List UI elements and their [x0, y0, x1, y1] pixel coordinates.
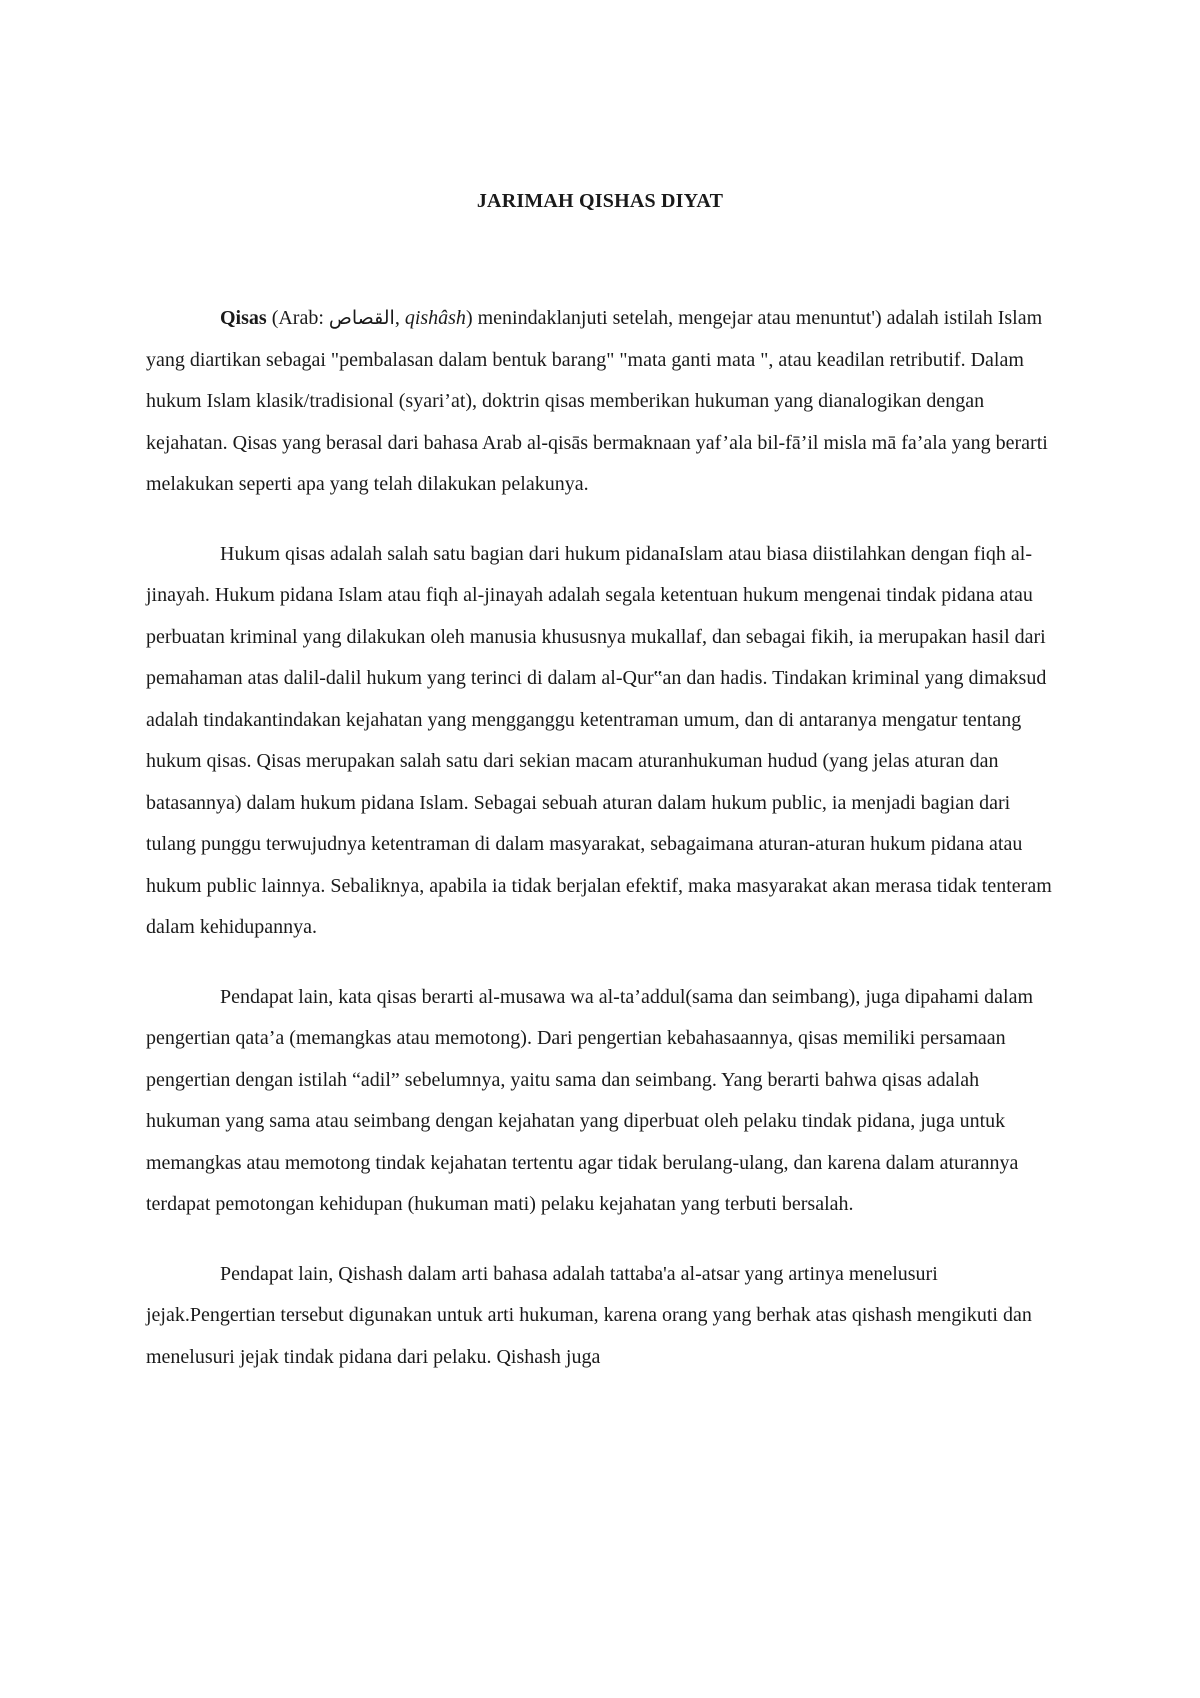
paragraph-2: Hukum qisas adalah salah satu bagian dari hukum pidanaIslam atau biasa diistilahkan dengan fiqh al-jinayah. Hukum pidana Islam atau fiqh al-jinayah adalah segala ketentuan hukum mengenai tindak pidana atau perbuatan kriminal yang dilakukan oleh manusia khususnya mukallaf, dan sebagai fikih, ia merupakan hasil dari pemahaman atas dalil-dalil hukum yang terinci di dalam al-Qur‟an dan hadis. Tindakan kriminal yang dimaksud adalah tindakantindakan kejahatan yang mengganggu ketentraman umum, dan di antaranya mengatur tentang hukum qisas. Qisas merupakan salah satu dari sekian macam aturanhukuman hudud (yang jelas aturan dan batasannya) dalam hukum pidana Islam. Sebagai sebuah aturan dalam hukum public, ia menjadi bagian dari tulang punggu terwujudnya ketentraman di dalam masyarakat, sebagaimana aturan-aturan hukum pidana atau hukum public lainnya. Sebaliknya, apabila ia tidak berjalan efektif, maka masyarakat akan merasa tidak tenteram dalam kehidupannya. [146, 542, 1052, 938]
arabic-term: القصاص [328, 307, 395, 329]
term-qisas: Qisas [220, 307, 267, 329]
document-body [146, 298, 1054, 1406]
document-title: JARIMAH QISHAS DIYAT [476, 190, 724, 212]
paragraph-1 [146, 298, 1054, 506]
paren-open-text: (Arab: [266, 307, 329, 329]
paragraph-4: Pendapat lain, Qishash dalam arti bahasa adalah tattaba'a al-atsar yang artinya menelusuri jejak.Pengertian tersebut digunakan untuk arti hukuman, karena orang yang berhak atas qishash mengikuti dan menelusuri jejak tindak pidana dari pelaku. Qishash juga [146, 1262, 1032, 1368]
paragraph-3: Pendapat lain, kata qisas berarti al-musawa wa al-ta’addul(sama dan seimbang), juga dipahami dalam pengertian qata’a (memangkas atau memotong). Dari pengertian kebahasaannya, qisas memiliki persamaan pengertian dengan istilah “adil” sebelumnya, yaitu sama dan seimbang. Yang berarti bahwa qisas adalah hukuman yang sama atau seimbang dengan kejahatan yang diperbuat oleh pelaku tindak pidana, juga untuk memangkas atau memotong tindak kejahatan tertentu agar tidak berulang-ulang, dan karena dalam aturannya terdapat pemotongan kehidupan (hukuman mati) pelaku kejahatan yang terbuti bersalah. [146, 985, 1034, 1215]
paragraph-1-text: ) menindaklanjuti setelah, mengejar atau menuntut') adalah istilah Islam yang diartikan sebagai "pembalasan dalam bentuk barang" "mata ganti mata ", atau keadilan retributif. Dalam hukum Islam klasik/tradisional (syari’at), doktrin qisas memberikan hukuman yang dianalogikan dengan kejahatan. Qisas yang berasal dari bahasa Arab al-qisās bermaknaan yaf’ala bil-fā’il misla mā fa’ala yang berarti melakukan seperti apa yang telah dilakukan pelakunya. [146, 307, 1048, 495]
comma-text: , [394, 307, 405, 329]
transliteration: qishâsh [404, 307, 466, 329]
